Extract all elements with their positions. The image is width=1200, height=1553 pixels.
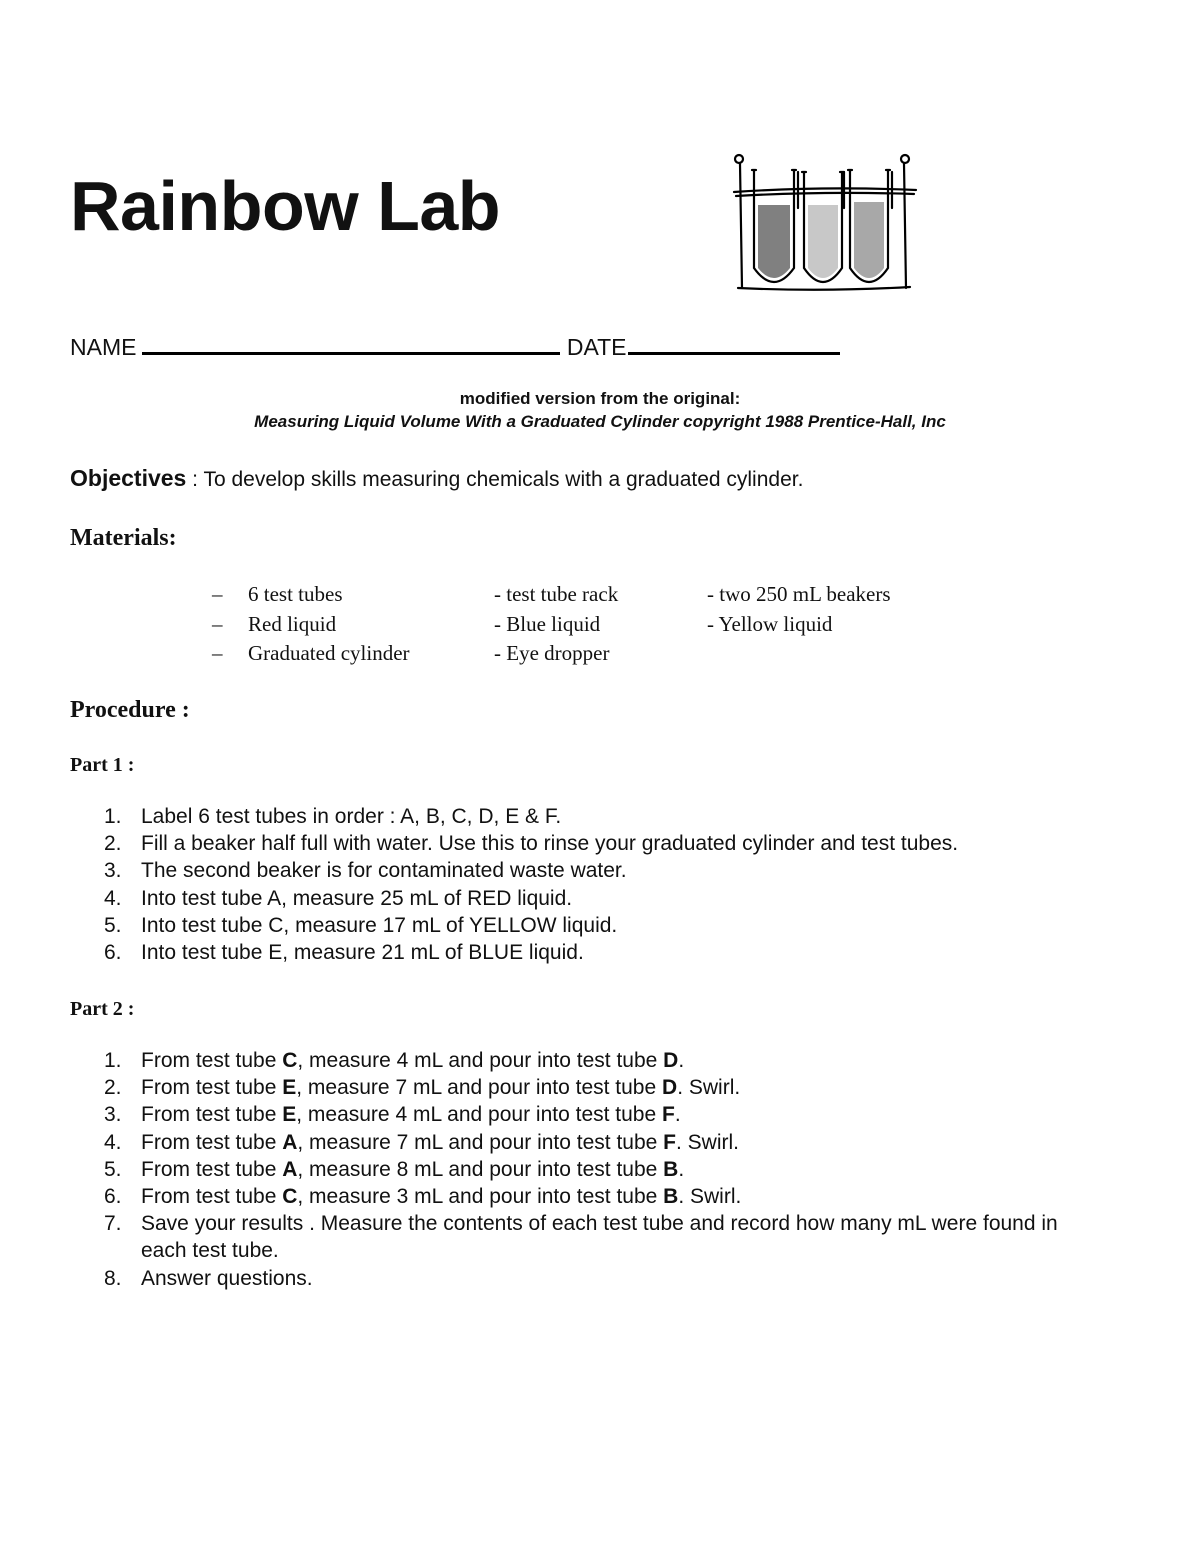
list-item: 1. From test tube C, measure 4 mL and pour into test tube D. bbox=[104, 1049, 685, 1072]
material-item: - Yellow liquid bbox=[707, 611, 833, 636]
objectives-label: Objectives bbox=[70, 465, 187, 491]
part1-steps bbox=[104, 803, 1096, 966]
objectives bbox=[70, 464, 803, 494]
part1-heading: Part 1 : bbox=[70, 754, 135, 776]
procedure-heading: Procedure : bbox=[70, 697, 190, 723]
date-field[interactable] bbox=[628, 330, 840, 355]
list-item: 4. From test tube A, measure 7 mL and pour into test tube F. Swirl. bbox=[104, 1130, 739, 1154]
list-item: 8. Answer questions. bbox=[104, 1266, 313, 1290]
material-item: – 6 test tubes bbox=[212, 582, 343, 606]
date-label: DATE bbox=[566, 334, 627, 360]
list-item: 5. From test tube A, measure 8 mL and pour into test tube B. bbox=[104, 1157, 685, 1181]
name-field[interactable] bbox=[142, 330, 560, 355]
name-date-row bbox=[70, 330, 840, 361]
test-tube-liquid bbox=[808, 205, 838, 278]
test-tube-rack-icon bbox=[728, 150, 920, 295]
source-note bbox=[0, 387, 1200, 433]
material-item: - two 250 mL beakers bbox=[707, 582, 891, 606]
objectives-text: : To develop skills measuring chemicals with a graduated cylinder. bbox=[186, 468, 804, 491]
material-item: - Eye dropper bbox=[494, 641, 610, 665]
material-item: – Red liquid bbox=[212, 611, 337, 636]
material-item: - test tube rack bbox=[494, 582, 619, 606]
list-item: 2. Fill a beaker half full with water. Use this to rinse your graduated cylinder and test tubes. bbox=[104, 832, 959, 856]
test-tube-liquid bbox=[758, 205, 790, 278]
list-item: 3. From test tube E, measure 4 mL and pour into test tube F. bbox=[104, 1103, 681, 1127]
source-citation: Measuring Liquid Volume With a Graduated Cylinder copyright 1988 Prentice-Hall, Inc bbox=[254, 412, 946, 431]
list-item: 4. Into test tube A, measure 25 mL of RED liquid. bbox=[104, 886, 573, 910]
source-line: modified version from the original: bbox=[459, 389, 741, 408]
list-item: 2. From test tube E, measure 7 mL and pour into test tube D. Swirl. bbox=[104, 1076, 741, 1100]
page-title: Rainbow Lab bbox=[70, 167, 501, 245]
list-item: 7. Save your results . Measure the contents of each test tube and record how many mL were found in each test tube. bbox=[104, 1212, 1058, 1263]
materials-heading: Materials: bbox=[70, 525, 177, 551]
name-label: NAME bbox=[70, 334, 137, 360]
list-item: 5. Into test tube C, measure 17 mL of YELLOW liquid. bbox=[104, 913, 618, 937]
list-item: 6. From test tube C, measure 3 mL and pour into test tube B. Swirl. bbox=[104, 1185, 742, 1209]
material-item: – Graduated cylinder bbox=[212, 641, 410, 665]
part2-heading: Part 2 : bbox=[70, 998, 135, 1020]
material-item: - Blue liquid bbox=[494, 611, 601, 636]
part2-steps bbox=[104, 1047, 1096, 1292]
list-item: 1. Label 6 test tubes in order : A, B, C, D, E & F. bbox=[104, 805, 562, 828]
list-item: 3. The second beaker is for contaminated waste water. bbox=[104, 859, 627, 883]
test-tube-liquid bbox=[854, 202, 884, 278]
list-item: 6. Into test tube E, measure 21 mL of BLUE liquid. bbox=[104, 941, 584, 965]
